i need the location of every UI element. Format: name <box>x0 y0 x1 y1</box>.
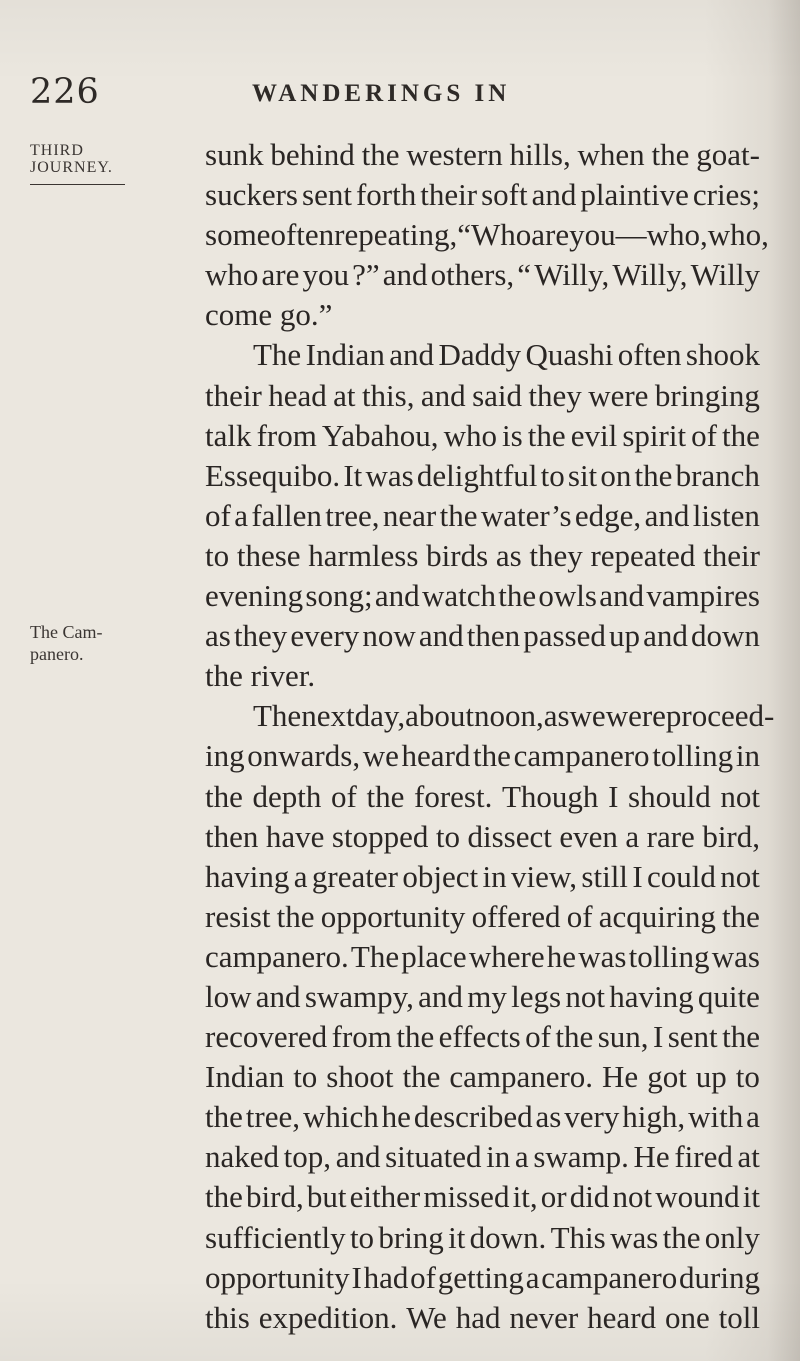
text-line: The Indian and Daddy Quashi often shook <box>253 337 760 373</box>
text-line: this expedition. We had never heard one toll <box>205 1299 760 1335</box>
text-line: suckers sent forth their soft and plaintive cries; <box>205 177 760 213</box>
text-line: the bird, but either missed it, or did not wound it <box>205 1179 760 1215</box>
text-line: naked top, and situated in a swamp. He fired at <box>205 1139 760 1175</box>
text-line: campanero. The place where he was tolling was <box>205 938 760 974</box>
text-line: their head at this, and said they were bringing <box>205 377 760 413</box>
text-line: talk from Yabahou, who is the evil spirit of the <box>205 417 760 453</box>
text-line: resist the opportunity offered of acquiring the <box>205 898 760 934</box>
margin-note-topic <box>30 621 120 665</box>
text-line: ing onwards, we heard the campanero tolling in <box>205 738 760 774</box>
margin-note-topic-text: The Cam- panero. <box>30 622 103 664</box>
text-line: who are you ?” and others, “ Willy, Willy, Willy <box>205 257 760 293</box>
text-line: as they every now and then passed up and down <box>205 618 760 654</box>
text-line: low and swampy, and my legs not having quite <box>205 978 760 1014</box>
running-head <box>0 72 800 122</box>
text-line: to these harmless birds as they repeated their <box>205 537 760 573</box>
text-line: come go.” <box>205 297 333 333</box>
text-line: some often repeating, “ Who are you—who, who, <box>205 217 769 253</box>
text-line: of a fallen tree, near the water’s edge, and listen <box>205 497 760 533</box>
text-line: sunk behind the western hills, when the goat- <box>205 137 760 172</box>
text-line: evening song; and watch the owls and vampires <box>205 578 760 614</box>
margin-note-section <box>30 142 125 185</box>
running-title: WANDERINGS IN <box>252 80 511 107</box>
text-line: the river. <box>205 658 316 694</box>
text-line: Essequibo. It was delightful to sit on the branch <box>205 457 760 493</box>
text-line: sufficiently to bring it down. This was the only <box>205 1219 760 1255</box>
body-text <box>205 135 775 1338</box>
text-line: opportunity I had of getting a campanero during <box>205 1259 760 1295</box>
text-line: the depth of the forest. Though I should not <box>205 778 760 814</box>
text-line: the tree, which he described as very high, with a <box>205 1099 760 1135</box>
text-line: Indian to shoot the campanero. He got up to <box>205 1059 760 1095</box>
text-line: The next day, about noon, as we were proceed- <box>253 698 775 734</box>
text-line: recovered from the effects of the sun, I sent the <box>205 1019 760 1055</box>
text-line: having a greater object in view, still I could not <box>205 858 760 894</box>
page-number: 226 <box>30 72 100 112</box>
margin-note-section-text: THIRD JOURNEY. <box>30 142 113 176</box>
text-line: then have stopped to dissect even a rare bird, <box>205 818 760 854</box>
margin-rule <box>30 184 125 185</box>
